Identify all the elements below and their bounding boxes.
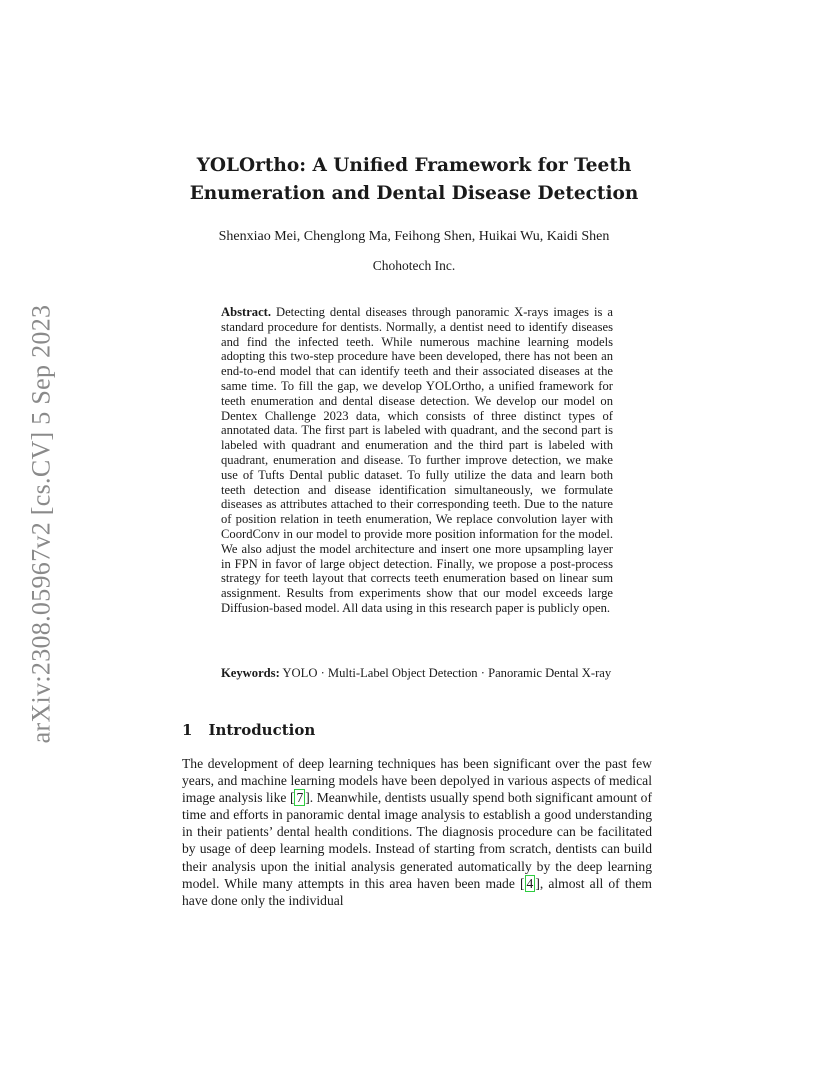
intro-text-2: . Meanwhile, dentists usually spend both significant amount of time and efforts in panoramic dental image analysis to establish a good understanding in their patients’ dental health conditions. The diagnosis procedure can be facilitated by usage of deep learning models. Instead of starting from scratch, dentists can build their analysis upon the initial analysis generated automatically by the deep learning model. While many attempts in this area haven been made	[182, 790, 652, 891]
keywords	[221, 666, 613, 681]
section-title: Introduction	[208, 721, 316, 739]
section-number: 1	[182, 721, 193, 739]
abstract-label: Abstract.	[221, 305, 272, 319]
paper-title	[0, 152, 828, 208]
arxiv-identifier	[6, 294, 76, 754]
citation-link[interactable]: 4	[526, 875, 534, 891]
section-heading-introduction	[182, 721, 315, 739]
title-line-2: Enumeration and Dental Disease Detection	[189, 183, 639, 204]
keywords-label: Keywords:	[221, 666, 280, 680]
author-list: Shenxiao Mei, Chenglong Ma, Feihong Shen, Huikai Wu, Kaidi Shen	[218, 229, 610, 244]
abstract-text: Detecting dental diseases through panoramic X-rays images is a standard procedure for dentists. Normally, a dentist need to identify diseases and find the infected teeth. While numerous machine learning models adopting this two-step procedure have been developed, there has not been an end-to-end model that can identify teeth and their associated diseases at the same time. To fill the gap, we develop YOLOrtho, a unified framework for teeth enumeration and dental disease detection. We develop our model on Dentex Challenge 2023 data, which consists of three distinct types of annotated data. The first part is labeled with quadrant, and the second part is labeled with quadrant and enumeration and the third part is labeled with quadrant, enumeration and disease. To further improve detection, we make use of Tufts Dental public dataset. To fully utilize the data and learn both teeth detection and disease identification simultaneously, we formulate diseases as attributes attached to their corresponding teeth. Due to the nature of position relation in teeth enumeration, We replace convolution layer with CoordConv in our model to provide more position information for the model. We also adjust the model architecture and insert one more upsampling layer in FPN in favor of large object detection. Finally, we propose a post-process strategy for teeth layout that corrects teeth enumeration based on linear sum assignment. Results from experiments show that our model exceeds large Diffusion-based model. All data using in this research paper is publicly open.	[221, 305, 613, 615]
title-line-1: YOLOrtho: A Unified Framework for Teeth	[196, 155, 632, 176]
arxiv-identifier-text: arXiv:2308.05967v2 [cs.CV] 5 Sep 2023	[26, 304, 55, 744]
keywords-text: YOLO · Multi-Label Object Detection · Panoramic Dental X-ray	[282, 666, 612, 680]
abstract	[221, 305, 613, 616]
intro-text-3: , almost all of them have done only the individual	[182, 875, 652, 908]
affiliation: Chohotech Inc.	[372, 258, 456, 273]
introduction-paragraph: The development of deep learning techniques has been significant over the past few years, and machine learning models have been depolyed in various aspects of medical image analysis like [ 7 ]. Meanwhile, dentists usually spend both significant amount of time and efforts in panoramic dental image analysis to establish a good understanding in their patients’ dental health conditions. The diagnosis procedure can be facilitated by usage of deep learning models. Instead of starting from scratch, dentists can build their analysis upon the initial analysis generated automatically by the deep learning model. While many attempts in this area haven been made [ 4 ], almost all of them have done only the individual	[182, 756, 652, 908]
intro-text-1: The development of deep learning techniques has been significant over the past few years, and machine learning models have been depolyed in various aspects of medical image analysis like	[182, 756, 652, 806]
citation-link[interactable]: 7	[296, 790, 304, 806]
